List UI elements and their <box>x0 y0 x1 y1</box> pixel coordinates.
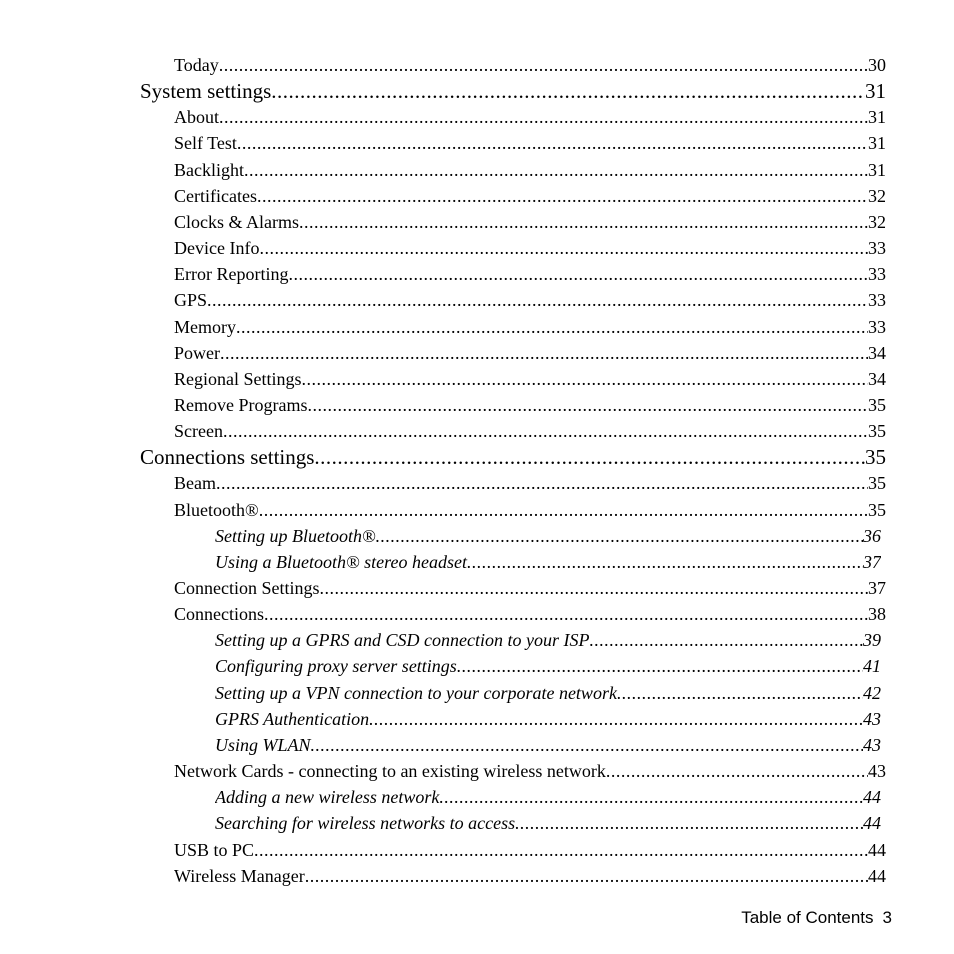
page-footer <box>741 908 892 928</box>
toc-entry[interactable] <box>174 839 886 861</box>
toc-entry-title: Clocks & Alarms <box>174 211 299 232</box>
toc-entry-title: Configuring proxy server settings <box>215 656 457 677</box>
toc-entry-title: Beam <box>174 473 216 494</box>
toc-dot-leader <box>220 342 868 364</box>
toc-entry-title: Device Info <box>174 238 260 259</box>
toc-entry-title: Setting up a VPN connection to your corporate network <box>215 682 617 703</box>
toc-entry[interactable] <box>215 786 881 808</box>
toc-entry-title: Setting up Bluetooth® <box>215 525 376 546</box>
toc-entry-title: GPRS Authentication <box>215 708 370 729</box>
toc-entry-page: 35 <box>868 394 886 415</box>
toc-entry-title: About <box>174 107 219 128</box>
toc-entry-title: Today <box>174 55 219 75</box>
toc-entry-title: Using a Bluetooth® stereo headset <box>215 551 467 572</box>
toc-entry-title: Using WLAN <box>215 734 311 755</box>
toc-entry-page: 31 <box>868 133 886 154</box>
toc-entry-page: 35 <box>868 499 886 520</box>
toc-dot-leader <box>244 159 868 181</box>
toc-dot-leader <box>311 734 863 756</box>
toc-dot-leader <box>617 682 863 704</box>
toc-entry-page: 33 <box>868 290 886 311</box>
toc-entry-page: 35 <box>868 421 886 442</box>
toc-entry-page: 32 <box>868 185 886 206</box>
toc-entry-title: Power <box>174 342 220 363</box>
toc-dot-leader <box>305 865 868 887</box>
toc-dot-leader <box>457 655 863 677</box>
toc-dot-leader <box>216 472 868 494</box>
toc-dot-leader <box>219 106 868 128</box>
toc-entry-page: 38 <box>868 604 886 625</box>
toc-dot-leader <box>271 78 865 104</box>
toc-entry-page: 43 <box>863 734 881 755</box>
toc-entry[interactable] <box>215 812 881 834</box>
toc-entry[interactable] <box>215 734 881 756</box>
toc-entry-page: 35 <box>868 473 886 494</box>
toc-entry-page: 37 <box>868 578 886 598</box>
toc-entry[interactable] <box>174 132 886 154</box>
toc-entry-page: 31 <box>865 79 886 104</box>
toc-entry[interactable] <box>215 525 881 547</box>
toc-entry[interactable] <box>215 655 881 677</box>
toc-entry-page: 34 <box>868 368 886 389</box>
toc-dot-leader <box>264 603 868 625</box>
toc-entry-title: Error Reporting <box>174 264 289 285</box>
toc-dot-leader <box>259 499 868 521</box>
footer-page-number: 3 <box>882 908 892 927</box>
toc-dot-leader <box>369 708 863 730</box>
toc-entry[interactable] <box>174 342 886 364</box>
footer-label: Table of Contents <box>741 908 874 927</box>
toc-entry[interactable] <box>174 54 886 76</box>
toc-entry[interactable] <box>215 629 881 651</box>
toc-entry[interactable] <box>215 708 881 730</box>
toc-entry-title: Regional Settings <box>174 368 302 389</box>
toc-dot-leader <box>219 54 868 76</box>
toc-dot-leader <box>254 839 868 861</box>
toc-entry[interactable] <box>174 499 886 521</box>
toc-entry[interactable] <box>174 185 886 207</box>
toc-dot-leader <box>236 316 868 338</box>
toc-entry[interactable] <box>174 577 886 599</box>
toc-entry-page: 43 <box>863 708 881 729</box>
toc-entry-page: 44 <box>868 839 886 860</box>
toc-dot-leader <box>515 812 863 834</box>
toc-entry-title: Memory <box>174 316 236 337</box>
toc-entry-title: Remove Programs <box>174 394 308 415</box>
toc-entry-title: Connections <box>174 604 264 625</box>
toc-entry-page: 39 <box>863 630 881 651</box>
toc-entry-page: 30 <box>868 55 886 75</box>
toc-dot-leader <box>314 444 865 470</box>
toc-entry[interactable] <box>215 551 881 573</box>
toc-entry-title: Searching for wireless networks to access <box>215 813 516 834</box>
toc-dot-leader <box>299 211 868 233</box>
toc-dot-leader <box>467 551 863 573</box>
toc-entry-title: System settings <box>140 79 272 104</box>
toc-entry-title: Bluetooth® <box>174 499 259 520</box>
toc-entry[interactable] <box>174 368 886 390</box>
toc-entry-page: 35 <box>865 445 886 470</box>
toc-entry-page: 42 <box>863 682 881 703</box>
toc-entry[interactable] <box>174 472 886 494</box>
toc-entry-page: 44 <box>863 787 881 808</box>
toc-entry[interactable] <box>174 760 886 782</box>
toc-entry-page: 41 <box>863 656 881 677</box>
toc-entry[interactable] <box>174 394 886 416</box>
toc-entry[interactable] <box>140 444 886 470</box>
toc-dot-leader <box>237 132 868 154</box>
toc-entry-title: Connection Settings <box>174 578 320 598</box>
toc-entry[interactable] <box>174 289 886 311</box>
toc-entry-page: 44 <box>863 813 881 834</box>
toc-entry-page: 34 <box>868 342 886 363</box>
toc-entry-title: Setting up a GPRS and CSD connection to your ISP <box>215 630 590 651</box>
toc-dot-leader <box>606 760 868 782</box>
toc-entry-page: 33 <box>868 316 886 337</box>
toc-entry[interactable] <box>174 316 886 338</box>
toc-entry[interactable] <box>174 865 886 887</box>
toc-dot-leader <box>307 394 868 416</box>
toc-entry[interactable] <box>174 603 886 625</box>
toc-entry-page: 43 <box>868 761 886 782</box>
toc-entry[interactable] <box>215 682 881 704</box>
toc-dot-leader <box>288 263 868 285</box>
toc-dot-leader <box>259 237 868 259</box>
toc-entry[interactable] <box>174 211 886 233</box>
toc-dot-leader <box>589 629 863 651</box>
toc-entry-title: Wireless Manager <box>174 865 305 886</box>
toc-entry[interactable] <box>174 420 886 442</box>
toc-entry-title: USB to PC <box>174 839 255 860</box>
toc-entry[interactable] <box>140 78 886 104</box>
toc-entry[interactable] <box>174 106 886 128</box>
toc-entry[interactable] <box>174 159 886 181</box>
toc-entry-title: Network Cards - connecting to an existing wireless network <box>174 761 606 782</box>
toc-entry-title: Self Test <box>174 133 237 154</box>
toc-entry[interactable] <box>174 263 886 285</box>
toc-entry-page: 36 <box>863 525 881 546</box>
toc-entry-page: 44 <box>868 865 886 886</box>
toc-dot-leader <box>376 525 863 547</box>
toc-entry-title: Adding a new wireless network <box>215 787 440 808</box>
toc-entry-title: Backlight <box>174 159 244 180</box>
toc-entry-title: Certificates <box>174 185 257 206</box>
toc-entry-title: Connections settings <box>140 445 315 470</box>
toc-entry-title: GPS <box>174 290 208 311</box>
toc-dot-leader <box>223 420 868 442</box>
toc-dot-leader <box>320 577 869 599</box>
toc-dot-leader <box>302 368 869 390</box>
toc-entry-page: 33 <box>868 264 886 285</box>
toc-entry-page: 37 <box>863 551 881 572</box>
toc-entry-title: Screen <box>174 421 223 442</box>
toc-entry-page: 31 <box>868 159 886 180</box>
toc-entry[interactable] <box>174 237 886 259</box>
toc-entry-page: 32 <box>868 211 886 232</box>
toc-entry-page: 31 <box>868 107 886 128</box>
toc-entry-page: 33 <box>868 238 886 259</box>
toc-dot-leader <box>207 289 868 311</box>
toc-dot-leader <box>257 185 868 207</box>
toc-dot-leader <box>439 786 863 808</box>
